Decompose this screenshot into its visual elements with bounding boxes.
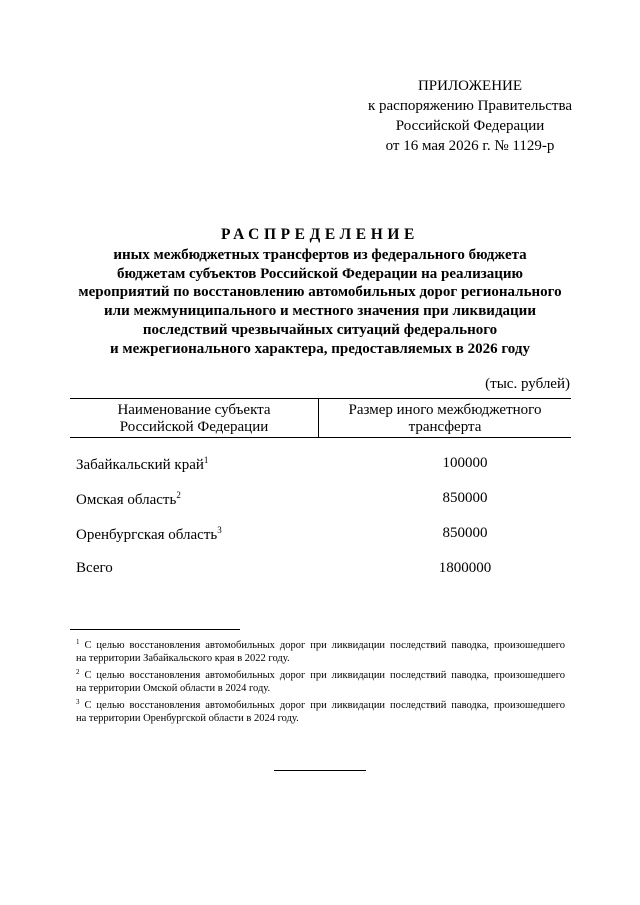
subtitle-line: мероприятий по восстановлению автомобильных дорог регионального [78,284,562,301]
appendix-order-line: к распоряжению Правительства [367,98,572,114]
row-subject-text: Омская область [76,492,177,508]
row-value: 850000 [442,490,488,506]
subtitle-line: и межрегионального характера, предоставляемых в 2026 году [110,340,530,357]
footnote-text: С целью восстановления автомобильных дорог при ликвидации последствий паводка, произошедшего [84,699,566,711]
document-title: РАСПРЕДЕЛЕНИЕ [221,226,419,243]
header-text: Наименование субъекта [117,402,271,418]
subtitle-line: или межмуниципального и местного значения при ликвидации [104,303,536,320]
table-row [70,455,571,475]
units-label: (тыс. рублей) [485,376,570,392]
footnote-ref: 3 [217,525,222,535]
footnote-mark: 3 [76,697,80,706]
footnote-ref: 2 [176,490,181,500]
subtitle-line: последствий чрезвычайных ситуаций федерального [142,321,498,338]
header-subject-name [70,402,318,435]
distribution-table [70,398,571,438]
footnote [76,666,565,696]
header-transfer-amount [319,402,571,435]
header-text: Размер иного межбюджетного [348,402,542,418]
header-text: Российской Федерации [119,418,269,435]
footnote [76,696,565,726]
row-subject-text: Всего [76,560,113,576]
appendix-block [318,76,622,156]
end-of-document-line [274,770,366,771]
row-subject [76,525,222,544]
row-subject-text: Оренбургская область [76,527,218,543]
table-row-total [70,560,571,580]
appendix-government-line: Российской Федерации [395,118,545,134]
appendix-label: ПРИЛОЖЕНИЕ [417,78,523,94]
row-subject [76,490,181,509]
footnote-line: на территории Оренбургской области в 2024 году. [76,713,299,725]
footnote-mark: 1 [76,638,80,646]
row-subject-text: Забайкальский край [76,457,204,473]
table-row [70,490,571,510]
footnote [76,636,565,666]
footnote-text: С целью восстановления автомобильных дорог при ликвидации последствий паводка, произошедшего [84,640,566,651]
footnote-line: на территории Забайкальского края в 2022 году. [76,653,290,665]
subtitle-line: иных межбюджетных трансфертов из федерального бюджета [113,247,527,263]
footnote-line [76,636,565,652]
footnotes-block [76,636,565,725]
row-value: 850000 [442,525,488,541]
footnote-line [76,696,565,712]
footnote-line: на территории Омской области в 2024 году. [76,683,271,695]
footnote-line [76,666,565,682]
footnote-mark: 2 [76,667,80,676]
document-subtitle [40,246,600,358]
footnote-separator [70,629,240,630]
footnote-ref: 1 [203,455,209,465]
subtitle-line: бюджетам субъектов Российской Федерации на реализацию [117,265,523,282]
header-text: трансферта [408,418,482,435]
table-header [70,398,571,438]
row-value: 100000 [442,455,488,471]
appendix-date-number: от 16 мая 2026 г. № 1129-р [385,138,555,154]
table-row [70,525,571,545]
row-subject [76,560,113,577]
row-value: 1800000 [438,560,492,576]
footnote-text: С целью восстановления автомобильных дорог при ликвидации последствий паводка, произошедшего [84,669,566,681]
row-subject [76,455,208,474]
